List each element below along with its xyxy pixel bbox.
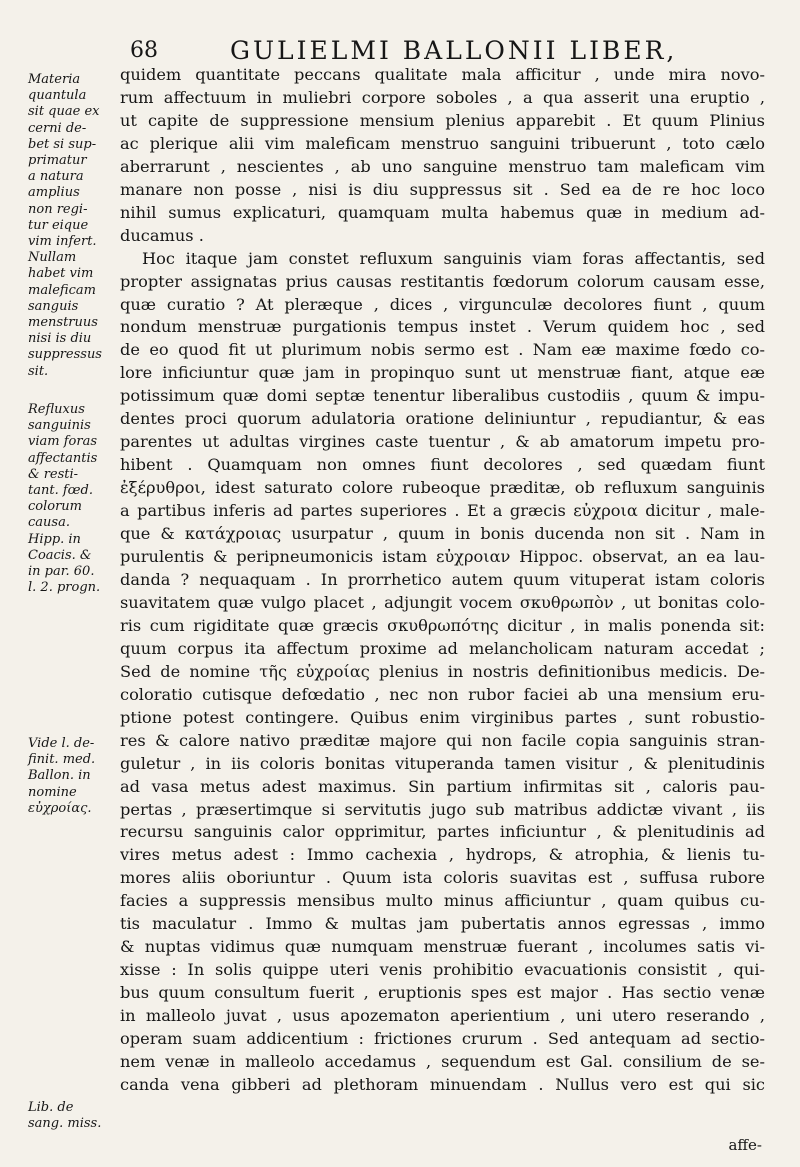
text-line: purulentis & peripneumonicis istam εὐχροιαν Hippoc. observat, an ea lau- — [120, 547, 765, 567]
text-line: in malleolo juvat , usus apozematon aperientium , uni utero reserando , — [120, 1006, 765, 1026]
text-line: quæ curatio ? At pleræque , dices , virgunculæ decolores fiunt , quum — [120, 294, 765, 314]
text-line: guletur , in iis coloris bonitas vituperanda tamen visitur , & plenitudinis — [120, 753, 765, 773]
text-line: & nuptas vidimus quæ numquam menstruæ fuerant , incolumes satis vi- — [120, 937, 765, 957]
text-line: operam suam addicentium : frictiones crurum . Sed antequam ad sectio- — [120, 1029, 765, 1049]
text-line: dentes proci quorum adulatoria oratione deliniuntur , repudiantur, & eas — [120, 409, 765, 429]
text-line: parentes ut adultas virgines caste tuentur , & ab amatorum impetu pro- — [120, 432, 765, 452]
page-header — [110, 28, 760, 68]
margin-note-lib: Lib. de sang. miss. — [28, 1100, 102, 1132]
text-line: nondum menstruæ purgationis tempus instet . Verum quidem hoc , sed — [120, 317, 765, 337]
text-line: rum affectuum in muliebri corpore soboles , a qua asserit una eruptio , — [120, 87, 765, 107]
text-line: nihil sumus explicaturi, quamquam multa habemus quæ in medium ad- — [120, 202, 765, 222]
text-line: quidem quantitate peccans qualitate mala afficitur , unde mira novo- — [120, 65, 765, 84]
text-line: pertas , præsertimque si servitutis jugo sub matribus addictæ vivant , iis — [120, 799, 765, 819]
running-title: GULIELMI BALLONII LIBER, — [230, 36, 678, 65]
text-line: ducamus . — [120, 225, 204, 245]
page-number: 68 — [130, 38, 158, 63]
text-line: ptione potest contingere. Quibus enim virginibus partes , sunt robustio- — [120, 707, 765, 727]
text-line: hibent . Quamquam non omnes fiunt decolores , sed quædam fiunt — [120, 455, 765, 475]
text-line: ut capite de suppressione mensium plenius apparebit . Et quum Plinius — [120, 110, 765, 130]
text-line: potissimum quæ domi septæ tenentur liberalibus custodiis , quum & impu- — [120, 386, 765, 406]
text-line: res & calore nativo præditæ majore qui non facile copia sanguinis stran- — [120, 730, 765, 750]
text-line: ad vasa metus adest maximus. Sin partium infirmitas sit , caloris pau- — [120, 776, 765, 796]
catchword: affe- — [728, 1136, 762, 1154]
text-line: nem venæ in malleolo accedamus , sequendum est Gal. consilium de se- — [120, 1051, 765, 1071]
text-line: quum corpus ita affectum proxime ad melancholicam naturam accedat ; — [120, 638, 765, 658]
text-line: vires metus adest : Immo cachexia , hydrops, & atrophia, & lienis tu- — [120, 845, 765, 865]
text-line: bus quum consultum fuerit , eruptionis spes est major . Has sectio venæ — [120, 983, 765, 1003]
margin-note-refluxus: Refluxus sanguinis viam foras affectantis & resti- tant. fœd. colorum causa. Hipp. in Coacis. & in par. 60. l. 2. progn. — [28, 402, 101, 596]
text-line: a partibus inferis ad partes superiores . Et a græcis εὐχροια dicitur , male- — [120, 501, 765, 521]
margin-note-materia: Materia quantula sit quae ex cerni de- bet si sup- primatur a natura amplius non regi- tur eique vim infert. Nullam habet vim maleficam sanguis menstruus nisi is diu suppressus sit. — [28, 72, 102, 379]
text-line: suavitatem quæ vulgo placet , adjungit vocem σκυθρωπὸν , ut bonitas colo- — [120, 592, 765, 612]
text-line: Hoc itaque jam constet refluxum sanguinis viam foras affectantis, sed — [142, 248, 765, 268]
text-line: coloratio cutisque defœdatio , nec non rubor faciei ab una mensium eru- — [120, 684, 765, 704]
text-line: recursu sanguinis calor opprimitur, partes inficiuntur , & plenitudinis ad — [120, 822, 765, 842]
text-line: ἐξέρυθροι, idest saturato colore rubeoque præditæ, ob refluxum sanguinis — [120, 478, 765, 498]
text-line: ris cum rigiditate quæ græcis σκυθρωπότης dicitur , in malis ponenda sit: — [120, 615, 765, 635]
margin-note-vide: Vide l. de- finit. med. Ballon. in nomine εὐχροίας. — [28, 736, 96, 816]
text-line: de eo quod fit ut plurimum nobis sermo est . Nam eæ maxime fœdo co- — [120, 340, 765, 360]
text-line: manare non posse , nisi is diu suppressus sit . Sed ea de re hoc loco — [120, 179, 765, 199]
text-line: lore inficiuntur quæ jam in propinquo sunt ut menstruæ fiant, atque eæ — [120, 363, 765, 383]
text-line: mores aliis oboriuntur . Quum ista coloris suavitas est , suffusa rubore — [120, 868, 765, 888]
text-line: ac plerique alii vim maleficam menstruo sanguini tribuerunt , toto cælo — [120, 133, 765, 153]
margin-notes — [28, 72, 118, 1162]
text-line: canda vena gibberi ad plethoram minuendam . Nullus vero est qui sic — [120, 1074, 765, 1094]
text-line: propter assignatas prius causas restitantis fœdorum colorum causam esse, — [120, 271, 765, 291]
text-line: Sed de nomine τῆς εὐχροίας plenius in nostris definitionibus medicis. De- — [120, 661, 765, 681]
text-line: facies a suppressis mensibus multo minus afficiuntur , quam quibus cu- — [120, 891, 765, 911]
text-line: xisse : In solis quippe uteri venis prohibitio evacuationis consistit , qui- — [120, 960, 765, 980]
text-line: que & κατάχροιας usurpatur , quum in bonis ducenda non sit . Nam in — [120, 524, 765, 544]
text-line: aberrarunt , nescientes , ab uno sanguine menstruo tam maleficam vim — [120, 156, 765, 176]
text-line: danda ? nequaquam . In prorrhetico autem quum vituperat istam coloris — [120, 569, 765, 589]
body-text — [120, 64, 765, 1097]
text-line: tis maculatur . Immo & multas jam pubertatis annos egressas , immo — [120, 914, 765, 934]
